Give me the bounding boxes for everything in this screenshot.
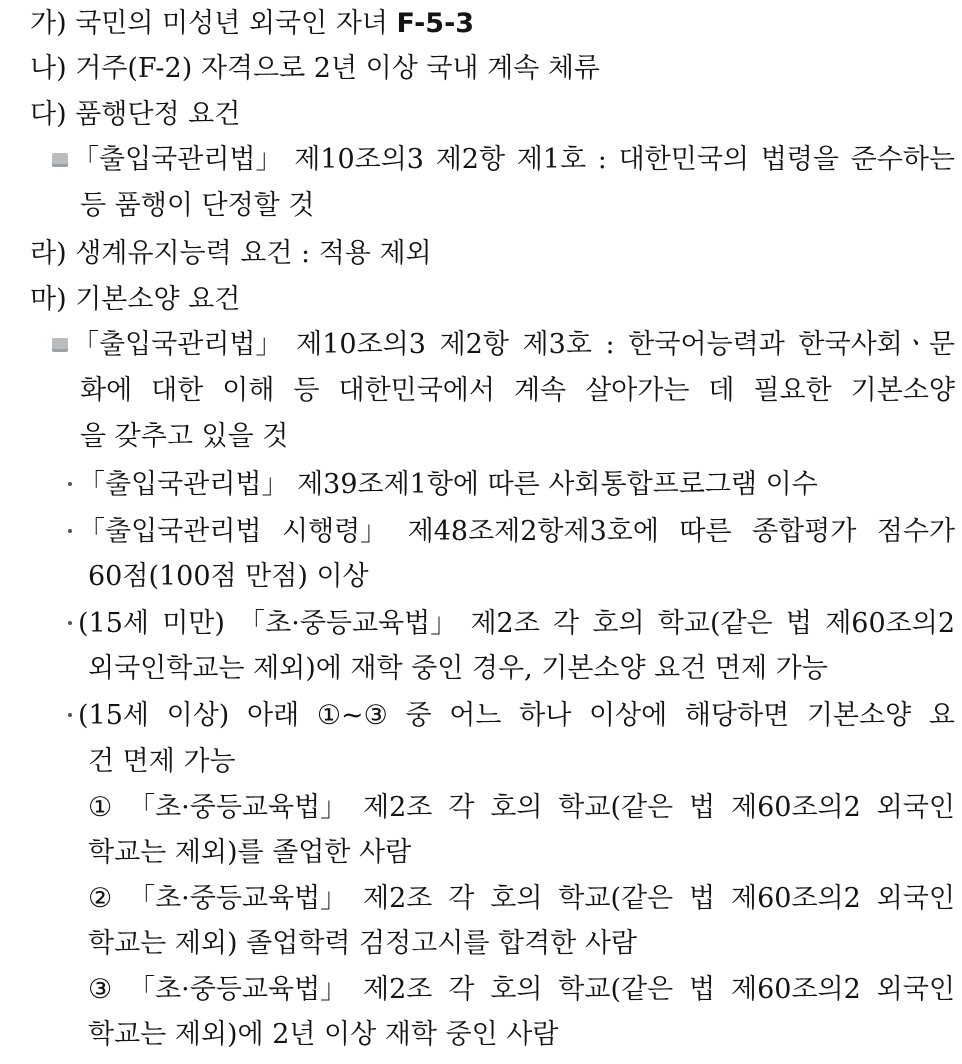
section-title: 품행단정 요건 xyxy=(75,99,241,130)
section-ga xyxy=(30,2,474,46)
ma-bullet-2-line-2: 60점(100점 만점) 이상 xyxy=(88,561,369,592)
dot-bullet-icon xyxy=(68,713,72,717)
square-bullet-icon xyxy=(52,153,68,167)
ma-bullet-4-line-2: 건 면제 가능 xyxy=(88,746,236,777)
section-title: 기본소양 요건 xyxy=(75,284,241,315)
sub-item-3-line-1: ③ 「초·중등교육법」 제2조 각 호의 학교(같은 법 제60조의2 외국인 xyxy=(88,974,955,1005)
section-da xyxy=(30,93,240,137)
section-title: 국민의 미성년 외국인 자녀 xyxy=(75,8,388,39)
da-item-line-2: 등 품행이 단정할 것 xyxy=(80,190,315,221)
ma-bullet-1: 「출입국관리법」 제39조제1항에 따른 사회통합프로그램 이수 xyxy=(78,469,818,500)
section-label: 다) xyxy=(30,99,67,130)
section-text: 생계유지능력 요건 : 적용 제외 xyxy=(75,238,432,269)
section-ra xyxy=(30,232,432,276)
sub-item-2-line-2: 학교는 제외) 졸업학력 검정고시를 합격한 사람 xyxy=(88,928,638,959)
sub-item-1-line-2: 학교는 제외)를 졸업한 사람 xyxy=(88,837,412,868)
section-text: 거주(F-2) 자격으로 2년 이상 국내 계속 체류 xyxy=(75,53,601,84)
visa-code: F-5-3 xyxy=(396,8,475,39)
dot-bullet-icon xyxy=(68,621,72,625)
section-label: 나) xyxy=(30,53,67,84)
section-label: 가) xyxy=(30,8,67,39)
ma-bullet-2-line-1: 「출입국관리법 시행령」 제48조제2항제3호에 따른 종합평가 점수가 xyxy=(78,516,955,547)
sub-item-2-line-1: ② 「초·중등교육법」 제2조 각 호의 학교(같은 법 제60조의2 외국인 xyxy=(88,883,955,914)
sub-item-3-line-2: 학교는 제외)에 2년 이상 재학 중인 사람 xyxy=(88,1019,559,1050)
ma-bullet-3-line-2: 외국인학교는 제외)에 재학 중인 경우, 기본소양 요건 면제 가능 xyxy=(88,653,828,684)
section-label: 라) xyxy=(30,238,67,269)
ma-item-line-1: 「출입국관리법」 제10조의3 제2항 제3호 : 한국어능력과 한국사회ㆍ문 xyxy=(72,329,955,360)
ma-item-line-3: 을 갖추고 있을 것 xyxy=(80,421,289,452)
square-bullet-icon xyxy=(52,338,68,352)
da-item-line-1: 「출입국관리법」 제10조의3 제2항 제1호 : 대한민국의 법령을 준수하는 xyxy=(72,144,955,175)
ma-bullet-4-line-1: (15세 이상) 아래 ①~③ 중 어느 하나 이상에 해당하면 기본소양 요 xyxy=(78,700,955,731)
dot-bullet-icon xyxy=(68,482,72,486)
sub-item-1-line-1: ① 「초·중등교육법」 제2조 각 호의 학교(같은 법 제60조의2 외국인 xyxy=(88,792,955,823)
section-na xyxy=(30,47,600,91)
section-ma xyxy=(30,278,240,322)
dot-bullet-icon xyxy=(68,529,72,533)
ma-bullet-3-line-1: (15세 미만) 「초·중등교육법」 제2조 각 호의 학교(같은 법 제60조의2 xyxy=(78,608,955,639)
section-label: 마) xyxy=(30,284,67,315)
ma-item-line-2: 화에 대한 이해 등 대한민국에서 계속 살아가는 데 필요한 기본소양 xyxy=(80,375,955,406)
